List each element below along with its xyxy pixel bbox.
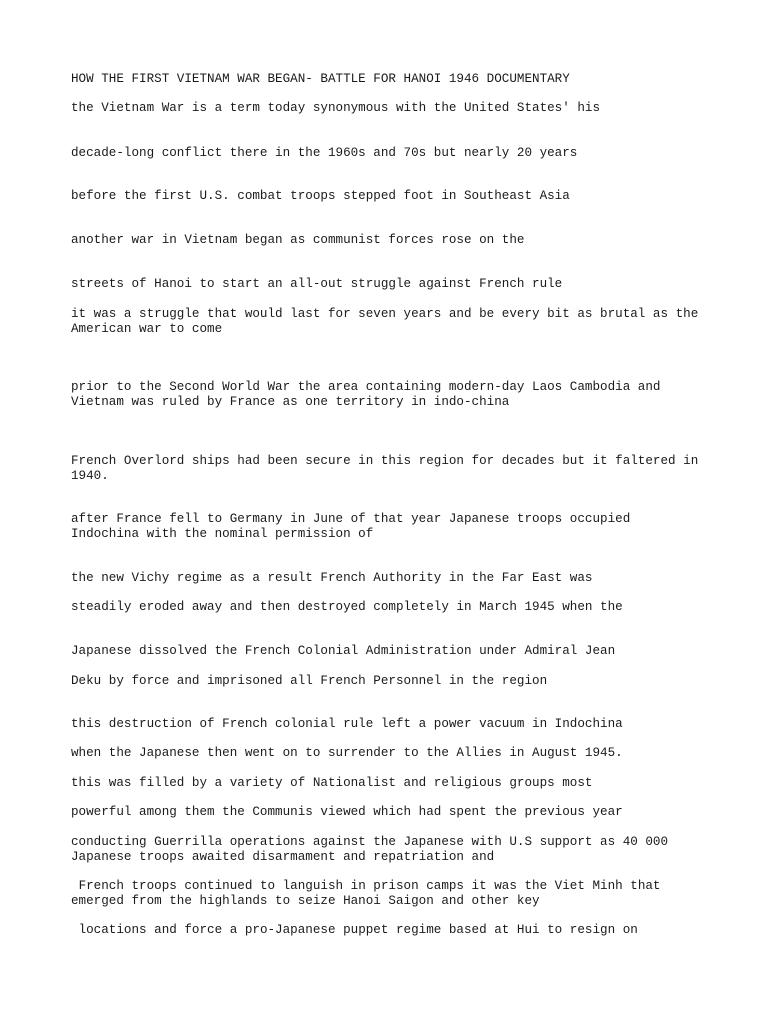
text-line: powerful among them the Communis viewed which had spent the previous year [71,805,623,819]
text-line: when the Japanese then went on to surrender to the Allies in August 1945. [71,746,623,760]
text-line: prior to the Second World War the area containing modern-day Laos Cambodia and Vietnam was ruled by France as one territory in indo-china [71,380,661,409]
text-line: it was a struggle that would last for seven years and be every bit as brutal as the American war to come [71,307,699,336]
text-line: the Vietnam War is a term today synonymous with the United States' his [71,101,601,115]
text-line: before the first U.S. combat troops stepped foot in Southeast Asia [71,189,570,203]
text-line: Deku by force and imprisoned all French Personnel in the region [71,674,548,688]
text-line: decade-long conflict there in the 1960s and 70s but nearly 20 years [71,146,578,160]
text-line: locations and force a pro-Japanese puppet regime based at Hui to resign on [71,923,638,937]
text-line: Japanese dissolved the French Colonial Administration under Admiral Jean [71,644,616,658]
text-line: steadily eroded away and then destroyed completely in March 1945 when the [71,600,623,614]
text-line: French Overlord ships had been secure in this region for decades but it faltered in 1940. [71,454,699,483]
document-title: HOW THE FIRST VIETNAM WAR BEGAN- BATTLE FOR HANOI 1946 DOCUMENTARY [71,72,570,86]
text-line: this was filled by a variety of Nationalist and religious groups most [71,776,593,790]
text-line: another war in Vietnam began as communist forces rose on the [71,233,525,247]
text-line: this destruction of French colonial rule left a power vacuum in Indochina [71,717,623,731]
text-line: after France fell to Germany in June of that year Japanese troops occupied Indochina with the nominal permission of [71,512,631,541]
text-line: French troops continued to languish in prison camps it was the Viet Minh that emerged from the highlands to seize Hanoi Saigon and other key [71,879,661,908]
text-line: conducting Guerrilla operations against the Japanese with U.S support as 40 000 Japanese troops awaited disarmament and repatriation and [71,835,669,864]
text-line: streets of Hanoi to start an all-out struggle against French rule [71,277,563,291]
text-line: the new Vichy regime as a result French Authority in the Far East was [71,571,593,585]
